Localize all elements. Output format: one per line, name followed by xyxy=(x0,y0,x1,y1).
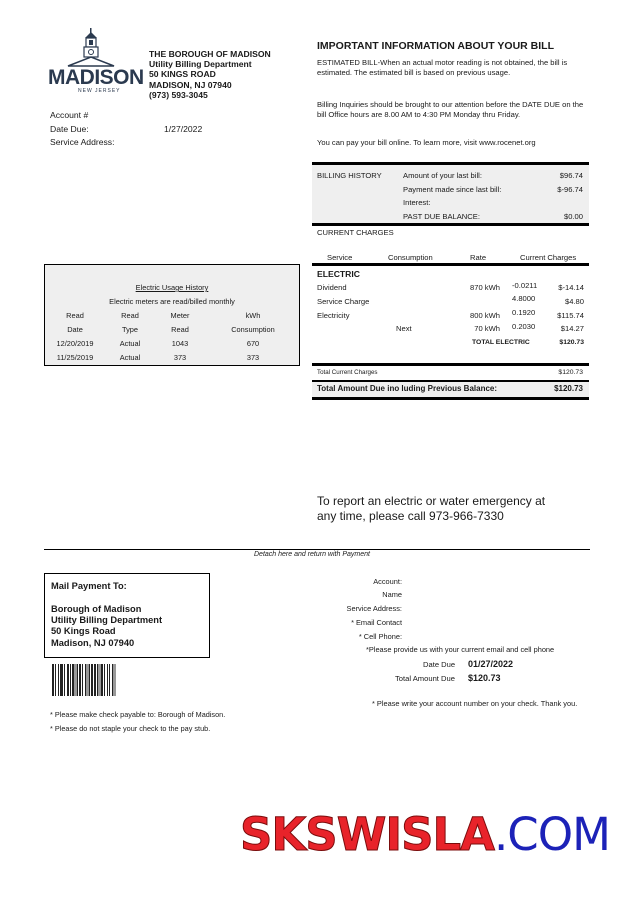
info-pay-online: You can pay your bill online. To learn more, visit www.rocenet.org xyxy=(317,138,536,147)
col-header: Type xyxy=(121,325,139,334)
total-electric-label: TOTAL ELECTRIC xyxy=(472,339,530,346)
billing-row-label: Interest: xyxy=(403,198,431,207)
charge-rate: 4.8000 xyxy=(512,294,536,303)
stub-total-due-label: Total Amount Due xyxy=(395,674,455,683)
mail-line: Madison, NJ 07940 xyxy=(51,638,135,648)
org-name: THE BOROUGH OF MADISON xyxy=(149,49,271,59)
org-phone: (973) 593-3045 xyxy=(149,89,208,100)
billing-row-label: PAST DUE BALANCE: xyxy=(403,212,480,221)
watermark-red: SKSWISLA xyxy=(240,808,494,861)
usage-cell: 670 xyxy=(246,339,260,348)
emergency-notice xyxy=(317,494,545,524)
charge-usage: 800 kWh xyxy=(470,311,500,320)
stub-email-label: * Email Contact xyxy=(351,618,402,627)
charge-amount: $115.74 xyxy=(557,311,584,320)
charge-service: Electricity xyxy=(317,311,350,320)
stub-total-due-value: $120.73 xyxy=(468,673,501,683)
stub-provide-note: *Please provide us with your current email and cell phone xyxy=(366,645,555,654)
logo-wordmark: MADISON xyxy=(48,66,144,89)
charge-amount: $14.27 xyxy=(560,324,584,333)
stub-date-due-value: 01/27/2022 xyxy=(468,659,514,669)
note-staple: * Please do not staple your check to the pay stub. xyxy=(50,724,211,733)
total-current-label: Total Current Charges xyxy=(317,369,378,376)
detach-text: Detach here and return with Payment xyxy=(254,551,370,558)
usage-history-title: Electric Usage History xyxy=(135,283,209,292)
stub-service-address-label: Service Address: xyxy=(346,604,402,613)
charge-usage: 70 kWh xyxy=(474,324,500,333)
barcode-bar xyxy=(113,664,116,696)
billing-row-label: Amount of your last bill: xyxy=(403,171,482,180)
billing-history-header: BILLING HISTORY xyxy=(317,171,382,180)
usage-cell: 373 xyxy=(173,353,187,362)
mail-line: Utility Billing Department xyxy=(51,615,163,625)
total-current-charges-row xyxy=(312,366,589,380)
charge-amount: $-14.14 xyxy=(558,283,584,292)
charge-amount: $4.80 xyxy=(564,297,584,306)
col-header: Date xyxy=(67,325,83,334)
stub-name-label: Name xyxy=(382,590,402,599)
watermark xyxy=(240,808,610,861)
org-address xyxy=(149,49,271,100)
col-header: Read xyxy=(171,325,189,334)
charge-usage: 870 kWh xyxy=(470,283,500,292)
note-payable: * Please make check payable to: Borough of Madison. xyxy=(50,710,226,719)
emergency-line: any time, please call 973-966-7330 xyxy=(317,509,504,523)
billing-row xyxy=(403,198,583,207)
org-street: 50 KINGS ROAD xyxy=(149,69,216,80)
billing-row xyxy=(403,185,583,194)
col-header: Consumption xyxy=(231,325,275,334)
billing-row-value: $0.00 xyxy=(563,212,583,221)
col-service: Service xyxy=(327,253,353,262)
total-due-value: $120.73 xyxy=(554,384,583,393)
usage-cell: Actual xyxy=(119,353,141,362)
date-due-value: 1/27/2022 xyxy=(164,124,203,134)
mail-line: 50 Kings Road xyxy=(51,626,116,636)
usage-cell: 373 xyxy=(246,353,260,362)
stub-account-note: * Please write your account number on your check. Thank you. xyxy=(372,699,578,708)
stub-account-label: Account: xyxy=(373,577,402,586)
billing-row xyxy=(403,171,583,180)
current-charges-title: CURRENT CHARGES xyxy=(317,228,394,237)
billing-row-value: $-96.74 xyxy=(557,185,583,194)
total-current-value: $120.73 xyxy=(558,369,583,376)
barcode xyxy=(52,664,158,696)
stub-date-due-label: Date Due xyxy=(423,660,456,669)
charge-consumption: Next xyxy=(396,324,412,333)
charge-service: Dividend xyxy=(317,283,347,292)
billing-row-value: $96.74 xyxy=(559,171,583,180)
col-header: Read xyxy=(121,311,139,320)
stub-cell-label: * Cell Phone: xyxy=(358,632,402,641)
town-hall-icon xyxy=(48,24,142,68)
col-header: Meter xyxy=(170,311,190,320)
charge-rate: 0.2030 xyxy=(512,322,536,331)
billing-row xyxy=(403,212,583,221)
charge-rate: -0.0211 xyxy=(512,281,538,290)
borough-logo xyxy=(48,24,142,96)
total-amount-due-row xyxy=(312,380,589,400)
info-estimated: ESTIMATED BILL-When an actual motor reading is not obtained, the bill is estimated. The estimated bill is based on previous usage. xyxy=(317,58,568,77)
charge-service: Service Charge xyxy=(317,297,370,306)
detach-line xyxy=(44,549,590,550)
emergency-line: To report an electric or water emergency at xyxy=(317,494,546,508)
org-department: Utility Billing Department xyxy=(149,59,252,70)
mail-payment-box xyxy=(44,573,210,658)
account-label: Account # xyxy=(50,110,89,120)
billing-row-label: Payment made since last bill: xyxy=(403,185,502,194)
org-city: MADISON, NJ 07940 xyxy=(149,79,232,90)
mail-line: Borough of Madison xyxy=(51,604,142,614)
usage-history-subtitle: Electric meters are read/billed monthly xyxy=(109,297,235,306)
service-address-label: Service Address: xyxy=(50,137,115,147)
section-electric: ELECTRIC xyxy=(317,269,360,279)
usage-cell: Actual xyxy=(119,339,141,348)
usage-history xyxy=(44,264,300,366)
usage-cell: 1043 xyxy=(171,339,189,348)
info-title: IMPORTANT INFORMATION ABOUT YOUR BILL xyxy=(317,40,555,52)
charge-rate: 0.1920 xyxy=(512,308,536,317)
col-current-charges: Current Charges xyxy=(520,253,577,262)
total-electric-value: $120.73 xyxy=(559,339,584,346)
col-header: Read xyxy=(66,311,84,320)
divider xyxy=(312,263,589,266)
col-rate: Rate xyxy=(470,253,487,262)
mail-title: Mail Payment To: xyxy=(51,581,127,591)
col-consumption: Consumption xyxy=(388,253,433,262)
usage-cell: 11/25/2019 xyxy=(56,353,94,362)
billing-history xyxy=(312,162,589,226)
total-due-label: Total Amount Due ino luding Previous Balance: xyxy=(317,384,498,393)
col-header: kWh xyxy=(245,311,261,320)
date-due-label: Date Due: xyxy=(50,124,89,134)
info-inquiries: Billing Inquiries should be brought to our attention before the DATE DUE on the bill Office hours are 8.00 AM to 4:30 PM Monday thru Friday. xyxy=(317,100,584,119)
watermark-blue: .COM xyxy=(493,808,610,861)
logo-subtitle: NEW JERSEY xyxy=(78,88,121,94)
usage-cell: 12/20/2019 xyxy=(56,339,94,348)
